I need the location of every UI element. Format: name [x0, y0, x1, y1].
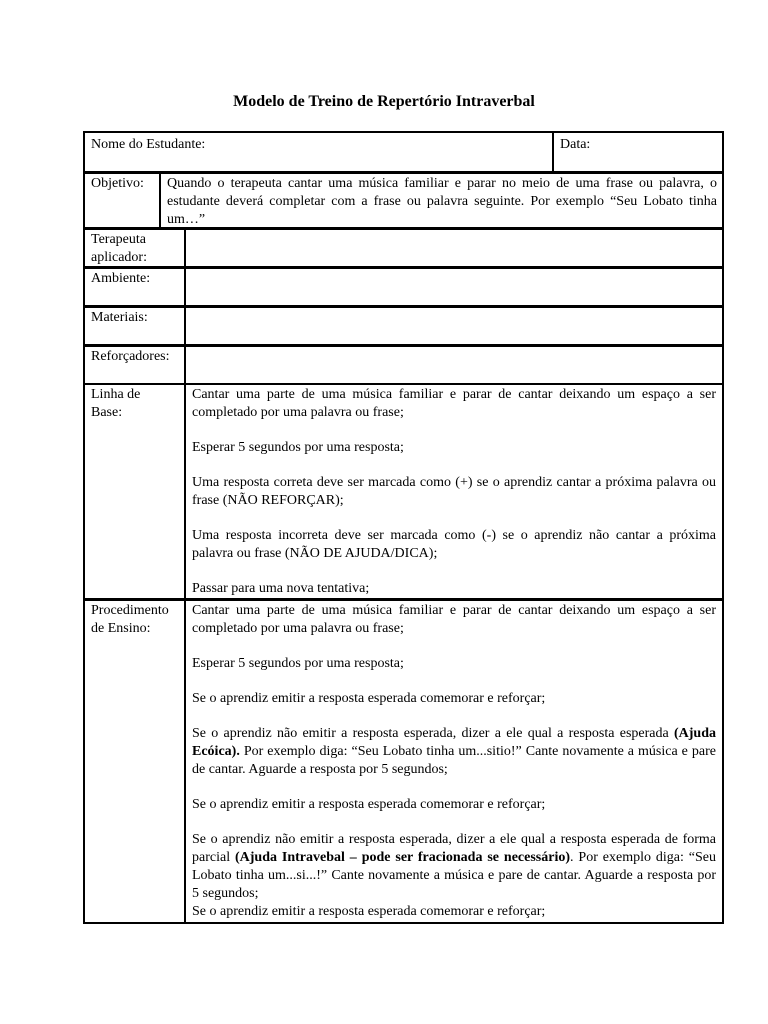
- student-name-label: Nome do Estudante:: [91, 137, 206, 152]
- date-field[interactable]: [560, 136, 720, 154]
- procedure-step: Esperar 5 segundos por uma resposta;: [192, 656, 404, 671]
- materials-label: Materiais:: [91, 310, 148, 325]
- procedure-step: [192, 725, 716, 779]
- baseline-step: Uma resposta correta deve ser marcada como (+) se o aprendiz cantar a próxima palavra ou frase (NÃO REFORÇAR);: [192, 475, 716, 508]
- procedure-step: Cantar uma parte de uma música familiar e parar de cantar deixando um espaço a ser completado por uma palavra ou frase;: [192, 603, 716, 636]
- procedure-step: Se o aprendiz emitir a resposta esperada comemorar e reforçar;: [192, 797, 546, 812]
- student-name-field[interactable]: [91, 136, 546, 154]
- procedure-content: [192, 602, 716, 921]
- procedure-step-emphasis: (Ajuda Intravebal – pode ser fracionada se necessário): [234, 850, 571, 865]
- baseline-divider: [184, 383, 186, 600]
- baseline-step: Uma resposta incorreta deve ser marcada como (-) se o aprendiz não cantar a próxima palavra ou frase (NÃO DE AJUDA/DICA);: [192, 528, 716, 561]
- baseline-step: Esperar 5 segundos por uma resposta;: [192, 440, 404, 455]
- procedure-step: [192, 831, 716, 903]
- procedure-divider: [184, 599, 186, 924]
- environment-value[interactable]: [186, 269, 722, 305]
- procedure-step: Se o aprendiz emitir a resposta esperada comemorar e reforçar;: [192, 691, 546, 706]
- procedure-step-text: . Por exemplo diga: “Seu Lobato tinha um...si...!” Cante novamente a música e pare de cantar. Aguarde a resposta por 5 segundos;: [192, 850, 716, 901]
- materials-value[interactable]: [186, 308, 722, 344]
- procedure-step-text: Se o aprendiz não emitir a resposta esperada, dizer a ele qual a resposta esperada: [192, 726, 674, 741]
- procedure-step-text: Se o aprendiz não emitir a resposta esperada, dizer a ele qual a resposta esperada de forma parcial: [192, 832, 716, 865]
- procedure-step-emphasis: (Ajuda Ecóica).: [192, 726, 716, 759]
- objective-divider: [159, 172, 161, 229]
- objective-text: Quando o terapeuta cantar uma música familiar e parar no meio de uma frase ou palavra, o estudante deverá completar com a frase ou palavra seguinte. Por exemplo “Seu Lobato tinha um…”: [167, 176, 717, 227]
- procedure-step: Se o aprendiz emitir a resposta esperada comemorar e reforçar;: [192, 904, 546, 919]
- procedure-label: Procedimento de Ensino:: [91, 603, 169, 636]
- environment-label: Ambiente:: [91, 271, 151, 286]
- baseline-content: [192, 386, 716, 598]
- objective-label: Objetivo:: [91, 176, 144, 191]
- date-label: Data:: [560, 137, 591, 152]
- baseline-step: Cantar uma parte de uma música familiar e parar de cantar deixando um espaço a ser completado por uma palavra ou frase;: [192, 387, 716, 420]
- header-divider: [552, 131, 554, 173]
- reinforcers-value[interactable]: [186, 347, 722, 383]
- therapist-label: Terapeuta aplicador:: [91, 232, 147, 265]
- baseline-step: Passar para uma nova tentativa;: [192, 581, 370, 596]
- therapist-value[interactable]: [186, 230, 722, 266]
- procedure-step-text: Por exemplo diga: “Seu Lobato tinha um...sitio!” Cante novamente a música e pare de cantar. Aguarde a resposta por 5 segundos;: [192, 744, 716, 777]
- reinforcers-label: Reforçadores:: [91, 349, 170, 364]
- page-title: Modelo de Treino de Repertório Intraverbal: [233, 93, 535, 110]
- baseline-label: Linha de Base:: [91, 387, 141, 420]
